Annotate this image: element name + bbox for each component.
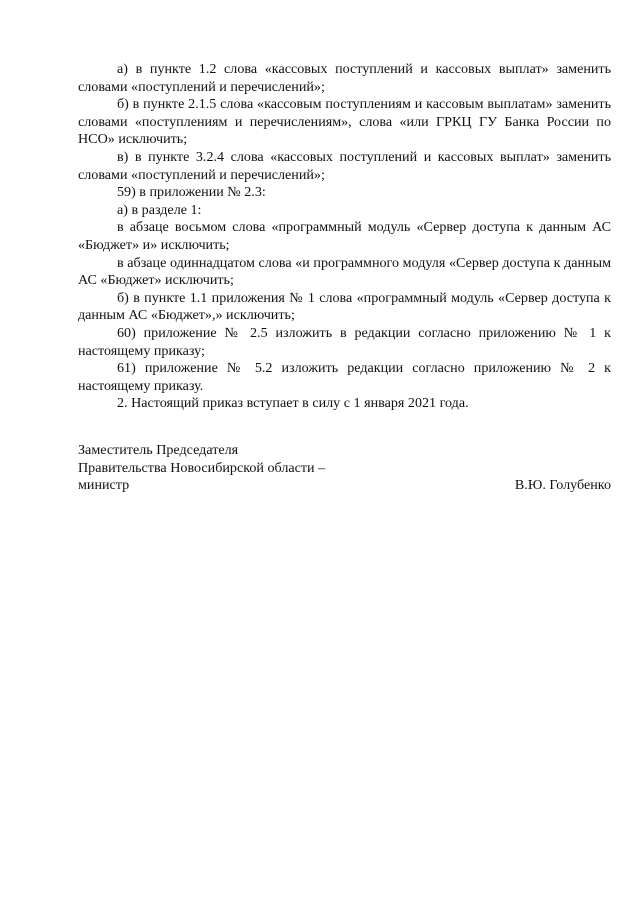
paragraph-4: 59) в приложении № 2.3: bbox=[117, 184, 266, 201]
paragraph-5: а) в разделе 1: bbox=[117, 201, 202, 218]
signature-block bbox=[78, 442, 611, 495]
signature-position-line-1: Заместитель Председателя bbox=[78, 442, 239, 458]
signature-position-line-3: министр bbox=[78, 477, 130, 494]
signatory-name: В.Ю. Голубенко bbox=[514, 477, 611, 494]
paragraph-3: в) в пункте 3.2.4 слова «кассовых поступлений и кассовых выплат» заменить словами «поступлений и перечислений»; bbox=[78, 148, 611, 183]
paragraph-8: б) в пункте 1.1 приложения № 1 слова «программный модуль «Сервер доступа к данным АС «Бюджет»,» исключить; bbox=[78, 289, 611, 324]
paragraph-7: в абзаце одиннадцатом слова «и программного модуля «Сервер доступа к данным АС «Бюджет» исключить; bbox=[78, 254, 611, 289]
paragraph-6: в абзаце восьмом слова «программный модуль «Сервер доступа к данным АС «Бюджет» и» исключить; bbox=[78, 219, 611, 253]
signature-position-line-2: Правительства Новосибирской области – bbox=[78, 459, 326, 476]
document-body bbox=[78, 61, 611, 413]
signature-row bbox=[78, 477, 611, 495]
paragraph-1: а) в пункте 1.2 слова «кассовых поступлений и кассовых выплат» заменить словами «поступлений и перечислений»; bbox=[78, 61, 611, 95]
paragraph-9: 60) приложение № 2.5 изложить в редакции согласно приложению № 1 к настоящему приказу; bbox=[78, 324, 611, 359]
paragraph-11: 2. Настоящий приказ вступает в силу с 1 января 2021 года. bbox=[117, 395, 469, 412]
paragraph-10: 61) приложение № 5.2 изложить редакции согласно приложению № 2 к настоящему приказу. bbox=[78, 360, 611, 394]
paragraph-2: б) в пункте 2.1.5 слова «кассовым поступлениям и кассовым выплатам» заменить словами «поступлениям и перечислениям», слова «или ГРКЦ ГУ Банка России по НСО» исключить; bbox=[78, 96, 611, 148]
